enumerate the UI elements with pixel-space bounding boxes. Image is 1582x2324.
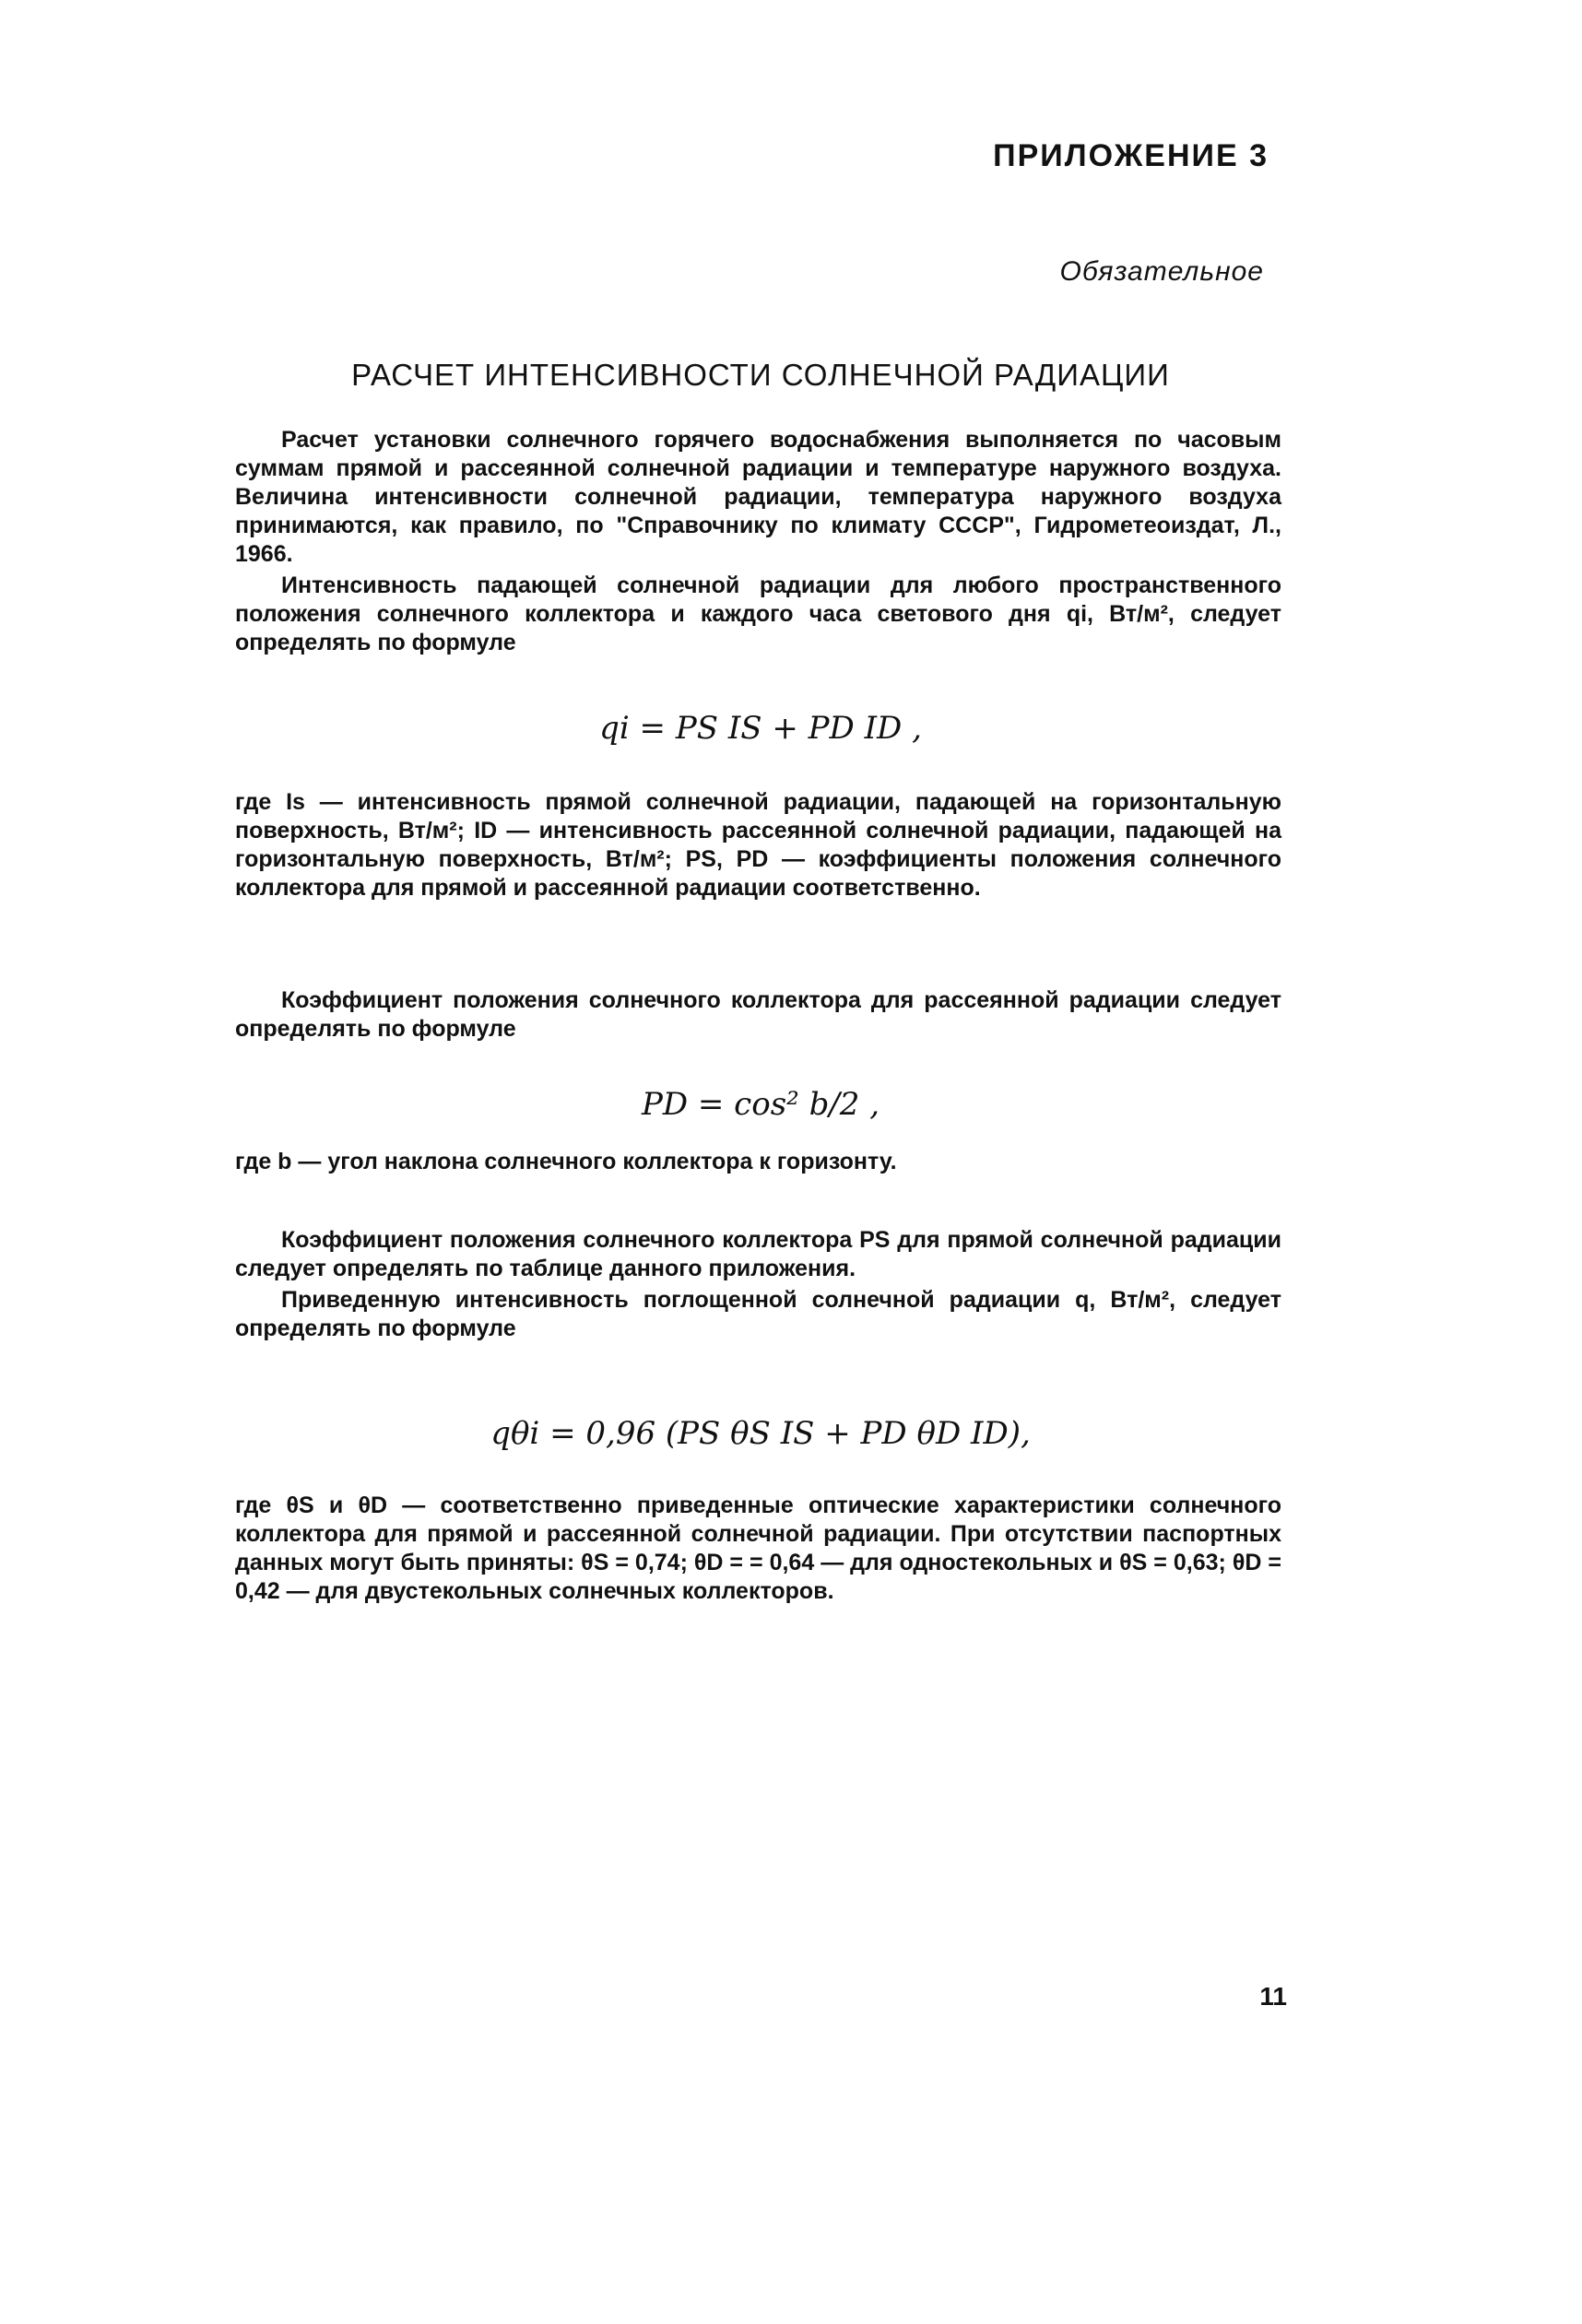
paragraph-angle-definition: где b — угол наклона солнечного коллектора к горизонту. — [235, 1149, 897, 1174]
formula-q-theta: qθi = 0,96 (PS θS IS + PD θD ID), — [490, 1415, 1031, 1452]
paragraph-intro: Расчет установки солнечного горячего водоснабжения выполняется по часовым суммам прямой и рассеянной солнечной радиации и температуре наружного воздуха. Величина интенсивности солнечной радиации, температура наружного воздуха принимаются, как правило, по "Справочнику по климату СССР", Гидрометеоиздат, Л., 1966. — [235, 427, 1281, 567]
appendix-title: ПРИЛОЖЕНИЕ 3 — [993, 138, 1269, 173]
page-number: 11 — [1259, 1982, 1287, 2011]
formula-qi: qi = PS IS + PD ID , — [599, 710, 922, 747]
mandatory-label: Обязательное — [1059, 256, 1264, 287]
paragraph-diffuse-coefficient: Коэффициент положения солнечного коллектора для рассеянной радиации следует определять по формуле — [235, 987, 1281, 1042]
paragraph-direct-coefficient: Коэффициент положения солнечного коллектора PS для прямой солнечной радиации следует определять по таблице данного приложения. — [235, 1227, 1281, 1281]
formula-pd: PD = cos² b/2 , — [641, 1086, 880, 1123]
section-title: РАСЧЕТ ИНТЕНСИВНОСТИ СОЛНЕЧНОЙ РАДИАЦИИ — [351, 358, 1170, 392]
paragraph-definitions-1: где Is — интенсивность прямой солнечной радиации, падающей на горизонтальную поверхность, Вт/м²; ID — интенсивность рассеянной солнечной радиации, падающей на горизонтальную поверхность, Вт/м²; PS, PD — коэффициенты положения солнечного коллектора для прямой и рассеянной радиации соответственно. — [235, 789, 1281, 901]
paragraph-absorbed-intensity: Приведенную интенсивность поглощенной солнечной радиации q, Вт/м², следует определять по формуле — [235, 1287, 1281, 1341]
paragraph-optical-characteristics: где θS и θD — соответственно приведенные оптические характеристики солнечного коллектора для прямой и рассеянной солнечной радиации. При отсутствии паспортных данных могут быть приняты: θS = 0,74; θD = = 0,64 — для одностекольных и θS = 0,63; θD = 0,42 — для двустекольных солнечных коллекторов. — [235, 1492, 1281, 1604]
paragraph-intensity: Интенсивность падающей солнечной радиации для любого пространственного положения солнечного коллектора и каждого часа светового дня qi, Вт/м², следует определять по формуле — [235, 572, 1281, 655]
